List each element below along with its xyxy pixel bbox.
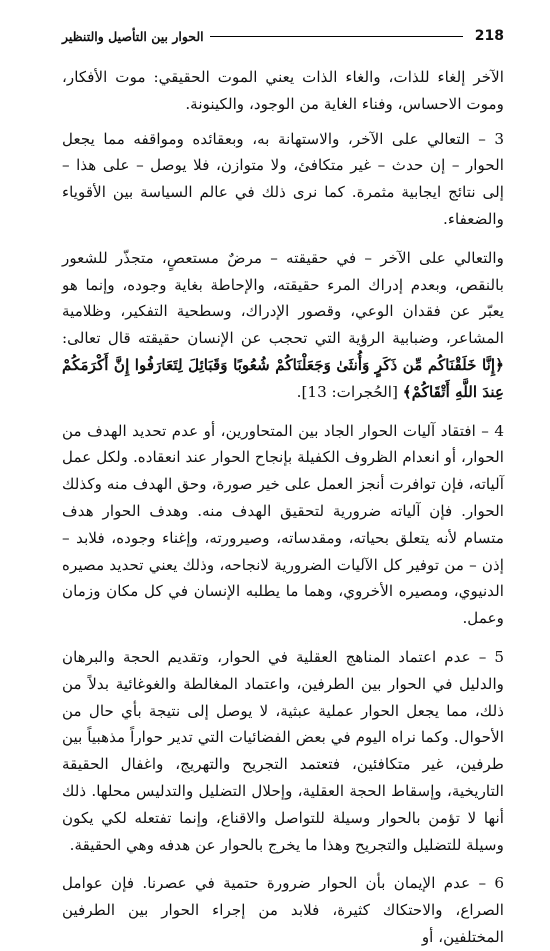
paragraph-point-3: 3 – التعالي على الآخر، والاستهانة به، وبعقائده ومواقفه مما يجعل الحوار – إن حدث – غير متكافئ، ولا متوازن، فلا يوصل – على هذا – إلى نتائج ايجابية مثمرة. كما نرى ذلك في عالم السياسة بين الأقوياء والضعفاء.: [62, 129, 504, 228]
page-number: 218: [474, 28, 504, 44]
paragraph-point-5: 5 – عدم اعتماد المناهج العقلية في الحوار، وتقديم الحجة والبرهان والدليل في الحوار بين الطرفين، واعتماد المغالطة والغوغائية بدلاً من ذلك، مما يجعل الحوار عملية عبثية، لا يوصل إلى نتيجة بأي حال من الأحوال. وكما نراه اليوم في بعض الفضائيات التي تدير حواراً مذهبياً بين طرفين، غير متكافئين، فتعتمد التجريح والتهريج، واغفال الحقيقة التاريخية، وإسقاط الحجة العقلية، وإحلال التضليل والتدليس محلها. ذلك أنها لا تؤمن بالحوار وسيلة للتواصل والاقناع، وإنما تفتعله لكي يكون وسيلة للتضليل والتجريح وهذا ما يخرج بالحوار عن هدفه وهي الحقيقة.: [62, 647, 504, 854]
paragraph-point-4: 4 – افتقاد آليات الحوار الجاد بين المتحاورين، أو عدم تحديد الهدف من الحوار، أو انعدام الظروف الكفيلة بإنجاح الحوار عند انعقاده. ولكل عمل آلياته، فإن توافرت أنجز العمل على خير صورة، وحق الهدف منه وكذلك الحوار. فإن آلياته ضرورية لتحقيق الهدف منه. وهدف الحوار هدف متسام لأنه يتعلق بحياته، ومقدساته، وصيرورته، وإغناء وجوده، فلابد – إذن – من توفير كل الآليات الضرورية لانجاحه، وذلك يعني تحديد مصيره الدنيوي، ومصيره الأخروي، وهما ما يطلبه الإنسان في كل مكان وزمان وعمل.: [62, 421, 504, 628]
quran-verse: ﴿إِنَّا خَلَقْنَاكُم مِّن ذَكَرٍ وَأُنثَىٰ وَجَعَلْنَاكُمْ شُعُوبًا وَقَبَائِلَ لِتَعَارَفُوا إِنَّ أَكْرَمَكُمْ عِندَ اللَّهِ أَتْقَاكُمْ﴾: [62, 355, 504, 401]
running-title: الحوار بين التأصيل والتنظير: [62, 28, 204, 44]
paragraph-point-6: 6 – عدم الإيمان بأن الحوار ضرورة حتمية في عصرنا. فإن عوامل الصراع، والاحتكاك كثيرة، فلابد من إجراء الحوار بين الطرفين المختلفين، أو: [62, 874, 504, 946]
paragraph-arrogance-text: والتعالي على الآخر – في حقيقته – مرضٌ مستعصٍ، متجذّر للشعور بالنقص، وبعدم إدراك المرء حقيقته، والإحاطة بغاية وجوده، وإنما هو يعبّر عن فقدان الوعي، وقصور الإدراك، وسطحية التفكير، وظلامية المشاعر، وضبابية الرؤية التي تحجب عن الإنسان حقيقته قال تعالى:: [62, 248, 504, 348]
verse-reference: [الحُجرات: 13].: [296, 382, 398, 401]
paragraph-arrogance: [62, 245, 504, 406]
page-content: [62, 64, 504, 951]
header-rule: [210, 36, 463, 37]
page-header: [62, 26, 504, 46]
paragraph-continuation: الآخر إلغاء للذات، والغاء الذات يعني الموت الحقيقي: موت الأفكار، وموت الاحساس، وفناء الغاية من الوجود، والكينونة.: [62, 68, 504, 113]
